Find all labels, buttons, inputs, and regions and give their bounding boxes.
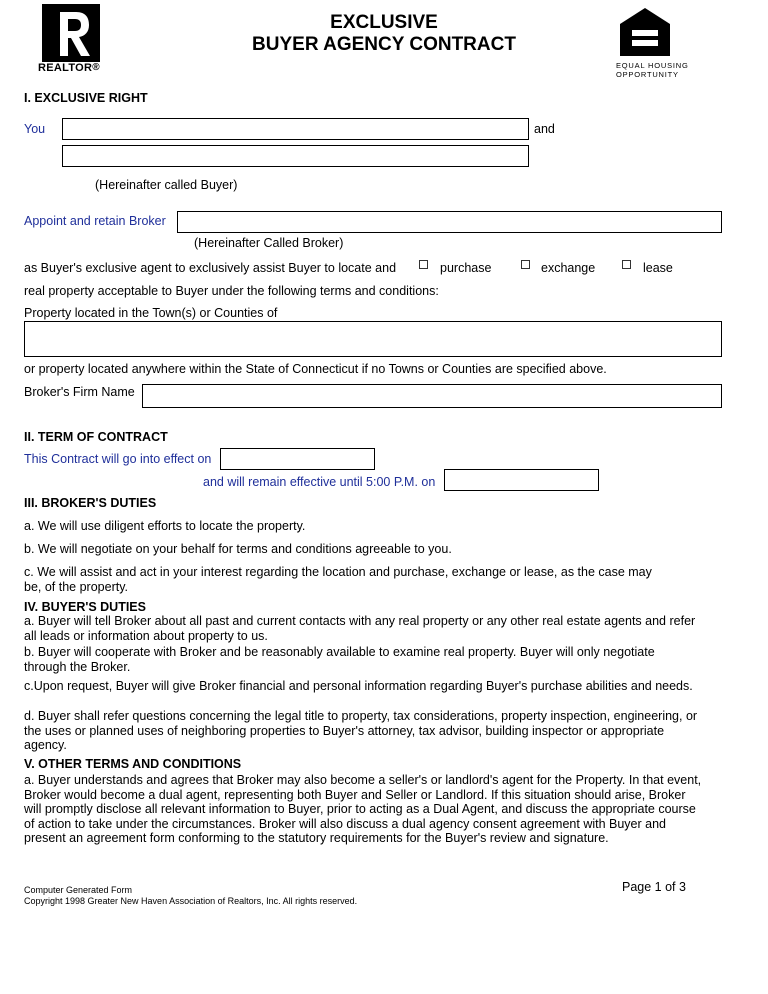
section-5-heading: V. OTHER TERMS AND CONDITIONS [24, 757, 242, 771]
buyer-duty-a: a. Buyer will tell Broker about all past and current contacts with any real property or any other real estate agents and refer all leads or information about property to us. [24, 614, 696, 643]
and-label: and [534, 122, 555, 136]
buyer-name-field-2[interactable] [62, 145, 529, 167]
effective-date-field[interactable] [220, 448, 375, 470]
broker-caption: (Hereinafter Called Broker) [194, 236, 344, 250]
buyer-duty-d: d. Buyer shall refer questions concerning the legal title to property, tax considerations, property inspection, engineering, or the uses or planned uses of neighboring properties to Buyer's attorney, tax advisor, building inspector or appropriate agency. [24, 709, 698, 752]
exchange-label: exchange [541, 261, 596, 275]
title-line-1: EXCLUSIVE [330, 12, 438, 33]
section-2-heading: II. TERM OF CONTRACT [24, 430, 168, 444]
real-property-text: real property acceptable to Buyer under the following terms and conditions: [24, 284, 439, 298]
firm-name-field[interactable] [142, 384, 722, 408]
exchange-checkbox[interactable] [521, 260, 530, 269]
eho-line-1: EQUAL HOUSING [616, 61, 689, 70]
lease-checkbox[interactable] [622, 260, 631, 269]
footer-copyright: Copyright 1998 Greater New Haven Association of Realtors, Inc. All rights reserved. [24, 896, 358, 906]
buyer-duty-b: b. Buyer will cooperate with Broker and be reasonably available to examine real property. Buyer will only negotiate through the Broker. [24, 645, 655, 674]
other-terms-a: a. Buyer understands and agrees that Broker may also become a seller's or landlord's agent for the Property. In that event, Broker would become a dual agent, representing both Buyer and Seller or Landlord. If this situation should arise, Broker will promptly disclose all relevant information to Buyer, prior to acting as a Dual Agent, and discuss the appropriate course of action to take under the circumstances. Broker will also discuss a dual agency consent agreement with Buyer and present an agreement form conforming to the statutory requirements for the Buyer's review and signature. [24, 773, 702, 845]
appoint-broker-label: Appoint and retain Broker [24, 214, 166, 228]
eho-line-2: OPPORTUNITY [616, 70, 679, 79]
towns-counties-field[interactable] [24, 321, 722, 357]
registered-mark: ® [92, 62, 100, 73]
broker-duty-a: a. We will use diligent efforts to locate the property. [24, 519, 306, 533]
broker-name-field[interactable] [177, 211, 722, 233]
footer-line-1: Computer Generated Form [24, 885, 133, 895]
exclusive-agent-text: as Buyer's exclusive agent to exclusively assist Buyer to locate and [24, 261, 397, 275]
realtor-logo-text: REALTOR [38, 62, 93, 74]
you-label: You [24, 122, 46, 136]
section-3-heading: III. BROKER'S DUTIES [24, 496, 157, 510]
section-1-heading: I. EXCLUSIVE RIGHT [24, 91, 148, 105]
property-located-label: Property located in the Town(s) or Counties of [24, 306, 278, 320]
broker-duty-b: b. We will negotiate on your behalf for terms and conditions agreeable to you. [24, 542, 452, 556]
purchase-label: purchase [440, 261, 492, 275]
equal-housing-logo [612, 6, 688, 80]
firm-name-label: Broker's Firm Name [24, 385, 135, 399]
title-line-2: BUYER AGENCY CONTRACT [252, 34, 516, 55]
lease-label: lease [643, 261, 673, 275]
buyer-duty-c: c.Upon request, Buyer will give Broker financial and personal information regarding Buyer's purchase abilities and needs. [24, 679, 693, 693]
purchase-checkbox[interactable] [419, 260, 428, 269]
effective-label: This Contract will go into effect on [24, 452, 212, 466]
buyer-caption: (Hereinafter called Buyer) [95, 178, 238, 192]
until-label: and will remain effective until 5:00 P.M. on [203, 475, 436, 489]
state-text: or property located anywhere within the State of Connecticut if no Towns or Counties are specified above. [24, 362, 607, 376]
section-4-heading: IV. BUYER'S DUTIES [24, 600, 146, 614]
equal-housing-house-icon [618, 6, 672, 58]
page-number: Page 1 of 3 [622, 880, 686, 894]
buyer-name-field-1[interactable] [62, 118, 529, 140]
end-date-field[interactable] [444, 469, 599, 491]
broker-duty-c: c. We will assist and act in your interest regarding the location and purchase, exchange or lease, as the case may be, of the property. [24, 565, 652, 594]
